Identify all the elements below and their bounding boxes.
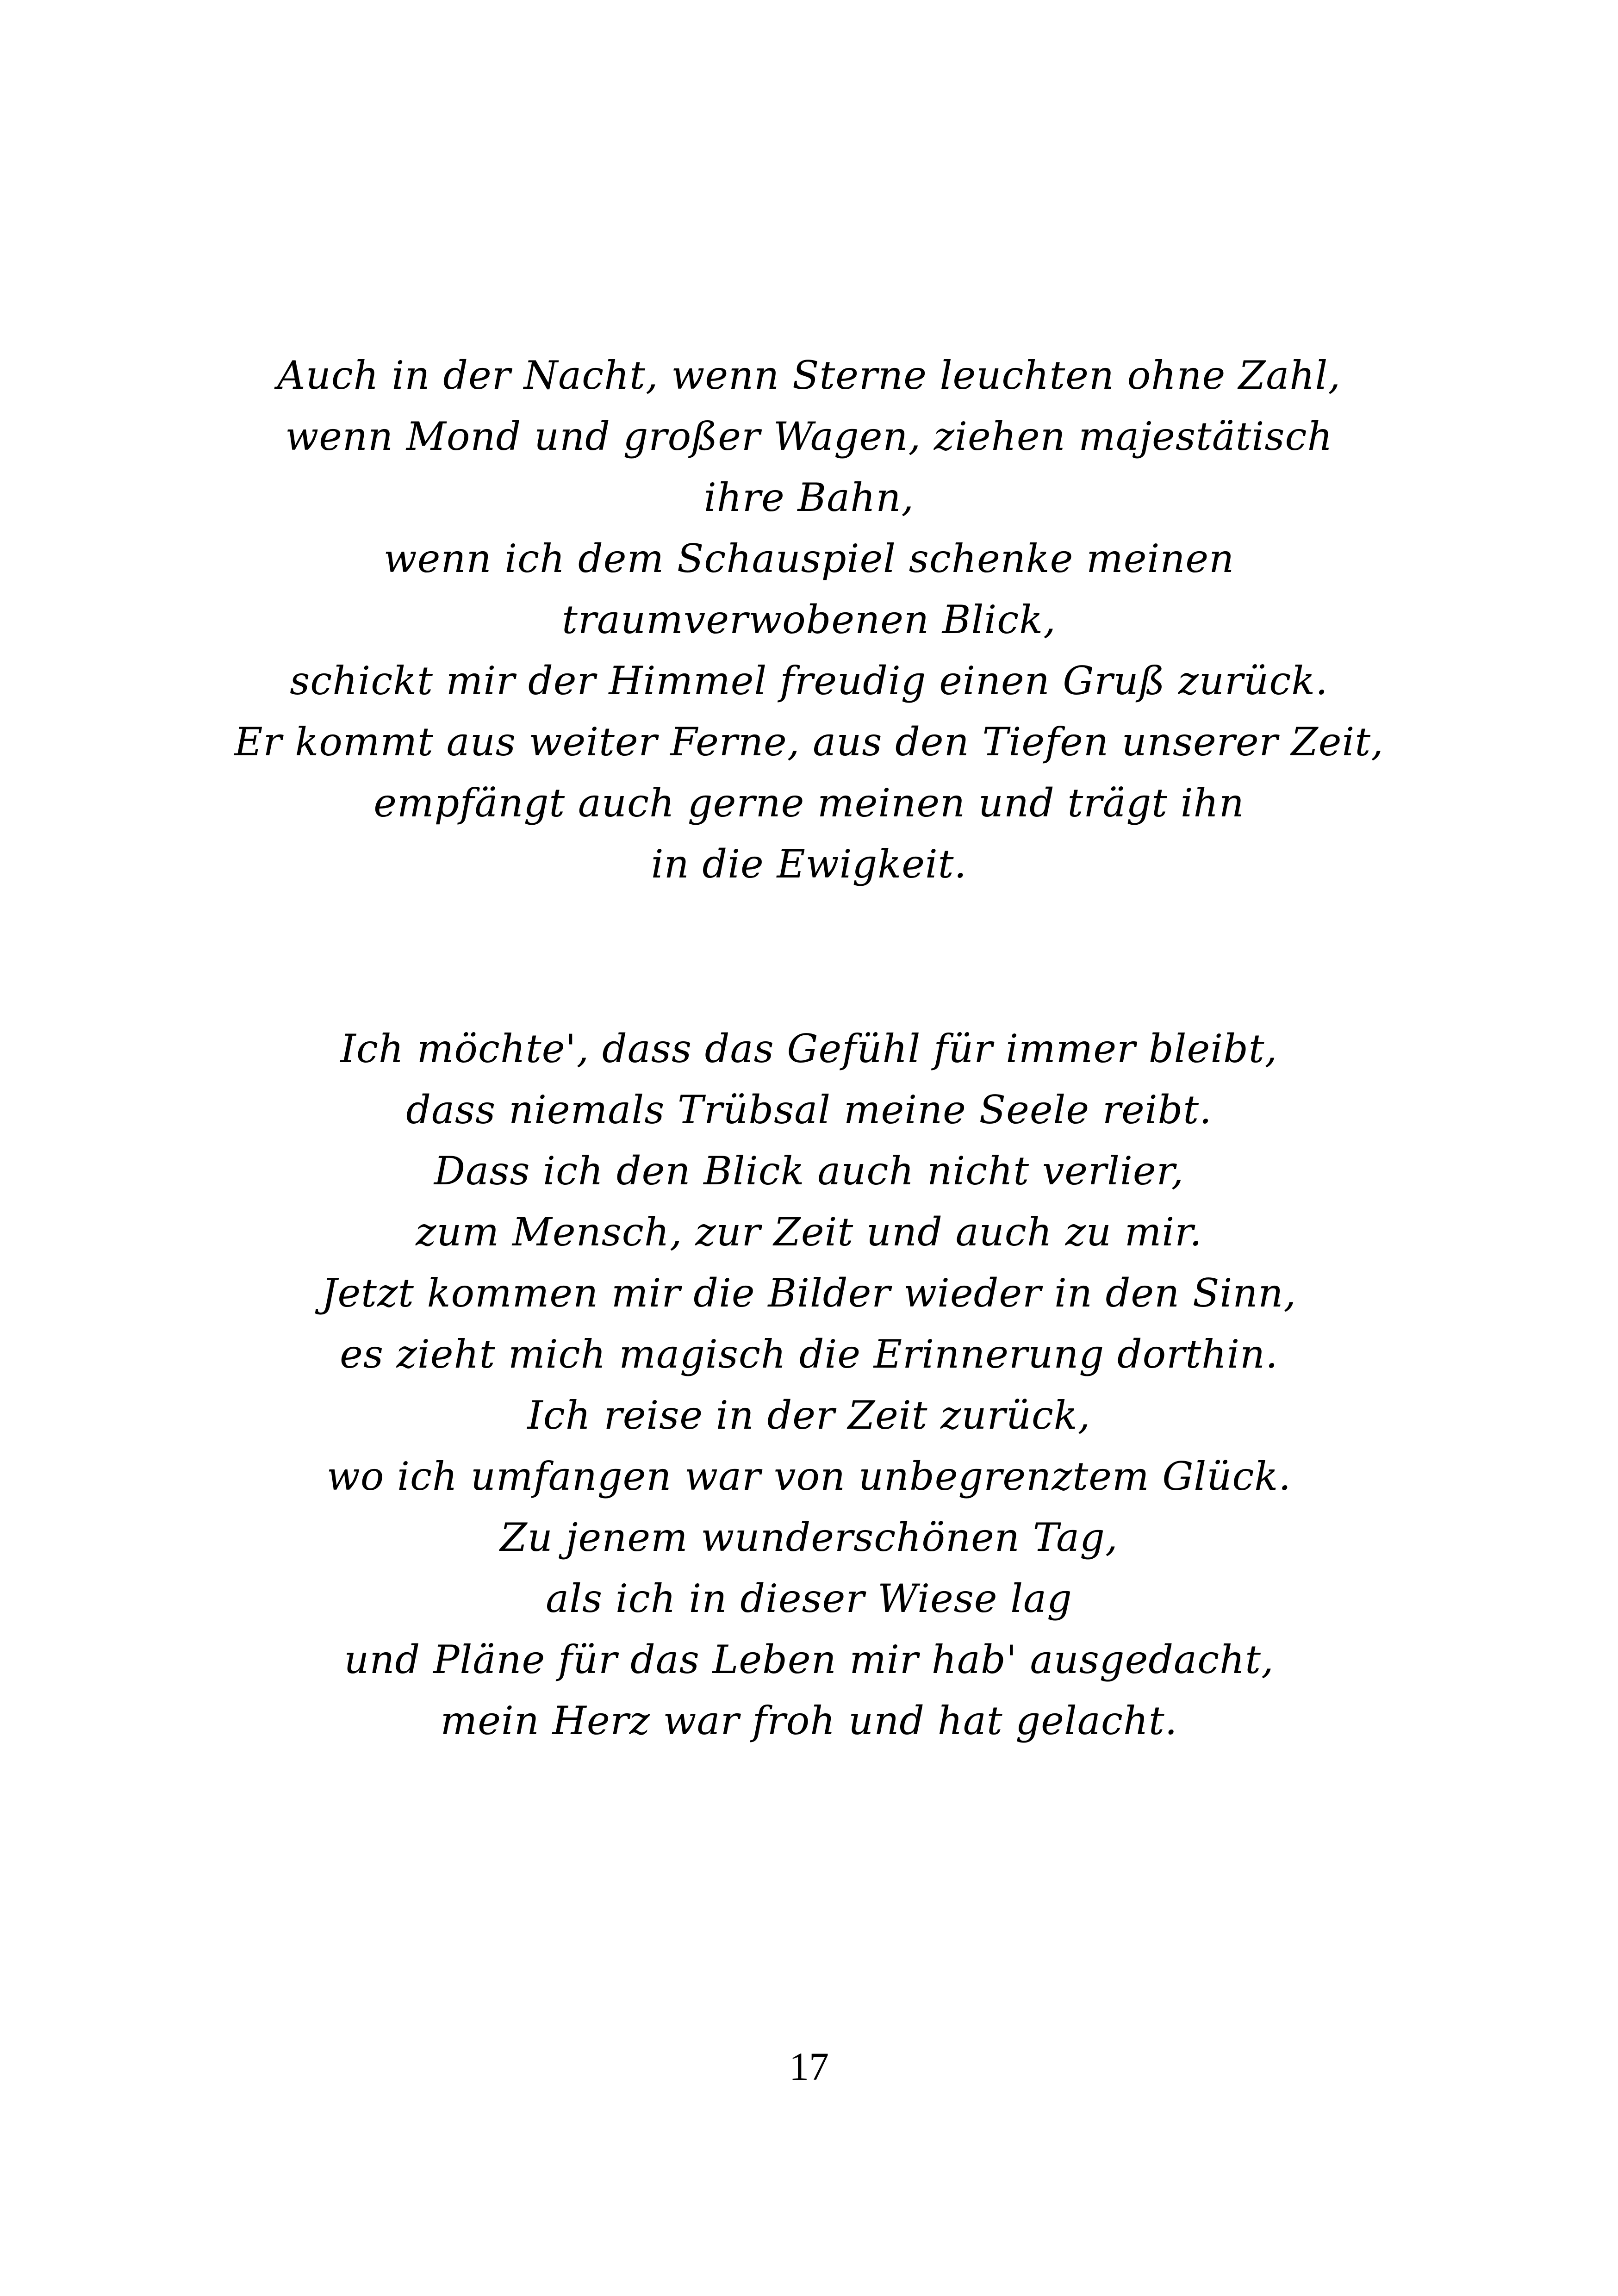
poem-line: Auch in der Nacht, wenn Sterne leuchten ohne Zahl, bbox=[277, 353, 1341, 398]
poem-line: ihre Bahn, bbox=[703, 475, 915, 520]
poem-line: Ich möchte', dass das Gefühl für immer bleibt, bbox=[340, 1026, 1278, 1071]
poem-line: empfängt auch gerne meinen und trägt ihn bbox=[373, 780, 1245, 826]
poem-line: Dass ich den Blick auch nicht verlier, bbox=[434, 1148, 1184, 1194]
page-number: 17 bbox=[789, 2044, 829, 2089]
poem-line: als ich in dieser Wiese lag bbox=[546, 1576, 1072, 1621]
poem-line: und Pläne für das Leben mir hab' ausgedacht, bbox=[344, 1637, 1274, 1682]
poem-line: Jetzt kommen mir die Bilder wieder in den Sinn, bbox=[321, 1270, 1297, 1316]
poem-line: wenn Mond und großer Wagen, ziehen majestätisch bbox=[285, 414, 1333, 459]
poem-line: dass niemals Trübsal meine Seele reibt. bbox=[406, 1087, 1212, 1132]
poem-line: wo ich umfangen war von unbegrenztem Glück. bbox=[326, 1454, 1292, 1499]
poem-stanza-1 bbox=[0, 345, 1618, 895]
poem-line: in die Ewigkeit. bbox=[651, 841, 967, 887]
poem-line: Zu jenem wunderschönen Tag, bbox=[500, 1515, 1118, 1560]
poem-line: traumverwobenen Blick, bbox=[562, 597, 1056, 642]
poem-line: schickt mir der Himmel freudig einen Gruß zurück. bbox=[290, 658, 1328, 703]
poem-line: zum Mensch, zur Zeit und auch zu mir. bbox=[416, 1209, 1202, 1255]
poem-line: Ich reise in der Zeit zurück, bbox=[527, 1393, 1091, 1438]
poem-line: wenn ich dem Schauspiel schenke meinen bbox=[383, 536, 1235, 581]
poem-line: Er kommt aus weiter Ferne, aus den Tiefen unserer Zeit, bbox=[234, 719, 1384, 765]
poem-stanza-2 bbox=[0, 1018, 1618, 1751]
poem-line: es zieht mich magisch die Erinnerung dorthin. bbox=[340, 1332, 1278, 1377]
poem-line: mein Herz war froh und hat gelacht. bbox=[440, 1698, 1178, 1743]
